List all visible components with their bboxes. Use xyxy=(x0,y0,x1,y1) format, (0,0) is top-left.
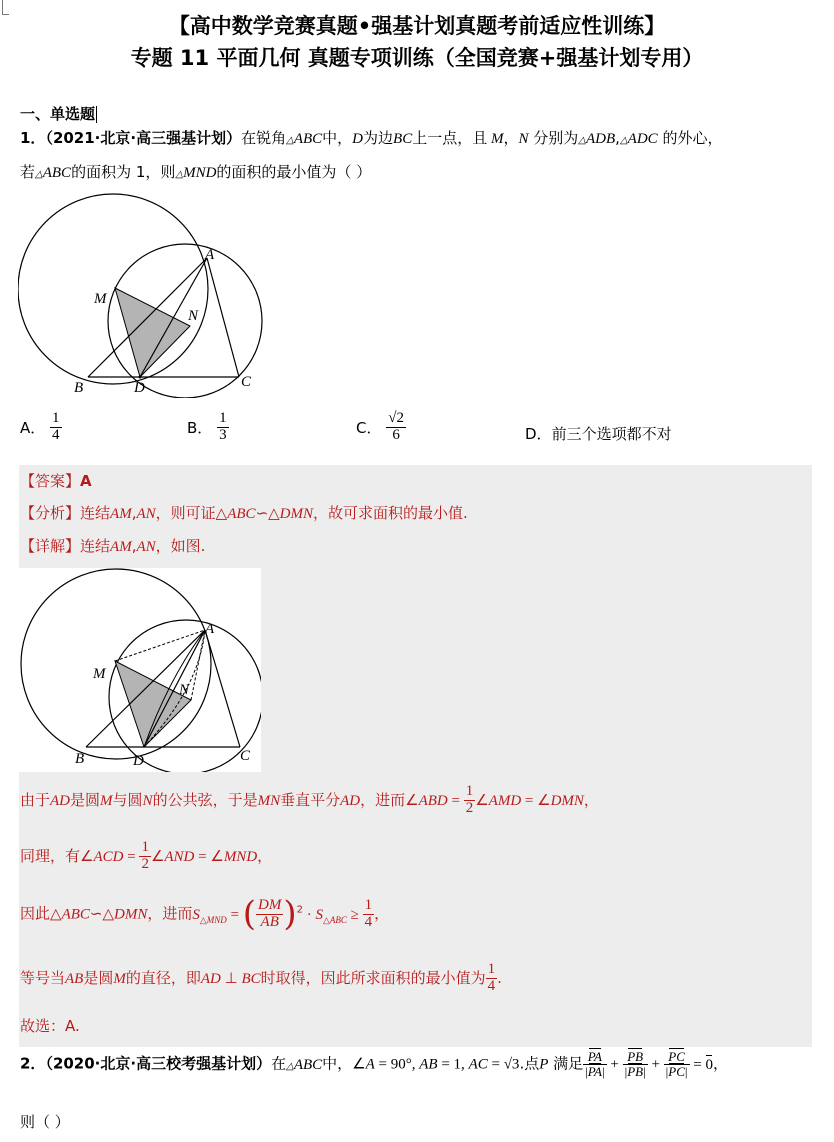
answer-figure xyxy=(19,568,261,772)
q2-line2: 则（ ） xyxy=(20,1113,70,1131)
fig2-label-c: C xyxy=(240,748,251,764)
q1-line1: 1．（2021·北京·高三强基计划）在锐角△ABC中，D为边BC上一点，且 M，N 分别为△ADB,△ADC 的外心， xyxy=(20,129,723,147)
doc-title-line2: 专题 11 平面几何 真题专项训练（全国竞赛+强基计划专用） xyxy=(130,46,704,70)
fig1-label-c: C xyxy=(241,374,252,390)
fig2-label-d: D xyxy=(133,753,144,769)
fig2-label-m: M xyxy=(93,666,106,682)
doc-title-line1: 【高中数学竞赛真题•强基计划真题考前适应性训练】 xyxy=(168,14,666,38)
detail-line: 【详解】连结AM,AN，如图. xyxy=(20,537,206,555)
fig1-label-b: B xyxy=(74,380,84,396)
text-cursor xyxy=(96,106,97,123)
fig1-label-a: A xyxy=(205,247,215,263)
solution-line3: 因此△ABC∽△DMN，进而$S_{\triangle MND}$ = ( $\frac{DM}{AB}$ )$^2 \cdot S_{\triangle ABC}$ ≥ $\frac{1}{4}$ ， xyxy=(20,894,390,934)
solution-line4: 等号当AB是圆M的直径，即AD ⊥ BC时取得，因此所求面积的最小值为 $\frac{1}{4}$ . xyxy=(20,961,502,994)
fig2-label-n: N xyxy=(179,682,190,698)
q1-figure xyxy=(18,193,268,398)
section-heading[interactable]: 一、单选题 xyxy=(20,105,96,123)
fig2-label-a: A xyxy=(205,621,215,637)
q1-option-c[interactable]: C． $\frac{√2}{6}$ xyxy=(356,410,404,443)
q1-line2: 若△ABC的面积为 1，则△MND的面积的最小值为（ ） xyxy=(20,163,372,181)
q1-option-b[interactable]: B． $\frac{1}{3}$ xyxy=(187,410,227,443)
solution-line2: 同理，有∠ACD = $\frac{1}{2}$ ∠AND = ∠MND， xyxy=(20,839,273,872)
fig1-label-n: N xyxy=(188,308,199,324)
answer-line: 【答案】A xyxy=(20,472,92,490)
q1-option-d[interactable]: D．前三个选项都不对 xyxy=(525,425,672,443)
q1-option-a[interactable]: A． $\frac{1}{4}$ xyxy=(20,410,60,443)
analysis-line: 【分析】连结AM,AN，则可证△ABC∽△DMN，故可求面积的最小值. xyxy=(20,504,468,522)
fig2-label-b: B xyxy=(75,751,85,767)
fig1-label-d: D xyxy=(134,380,145,396)
solution-line5: 故选：A. xyxy=(20,1017,80,1035)
q2-line1: 2．（2020·北京·高三校考强基计划）在△ABC中，∠A = 90°, AB = 1, AC = √3.点P 满足 $\frac{PA}{|PA|}$ + $\frac{PB}{|PB|}$ + $\frac{PC}{|PC|}$ = 0， xyxy=(20,1049,728,1079)
solution-line1: 由于AD是圆M与圆N的公共弦，于是MN垂直平分AD，进而∠ABD = $\frac{1}{2}$ ∠AMD = ∠DMN， xyxy=(20,783,599,816)
fig1-label-m: M xyxy=(94,291,107,307)
